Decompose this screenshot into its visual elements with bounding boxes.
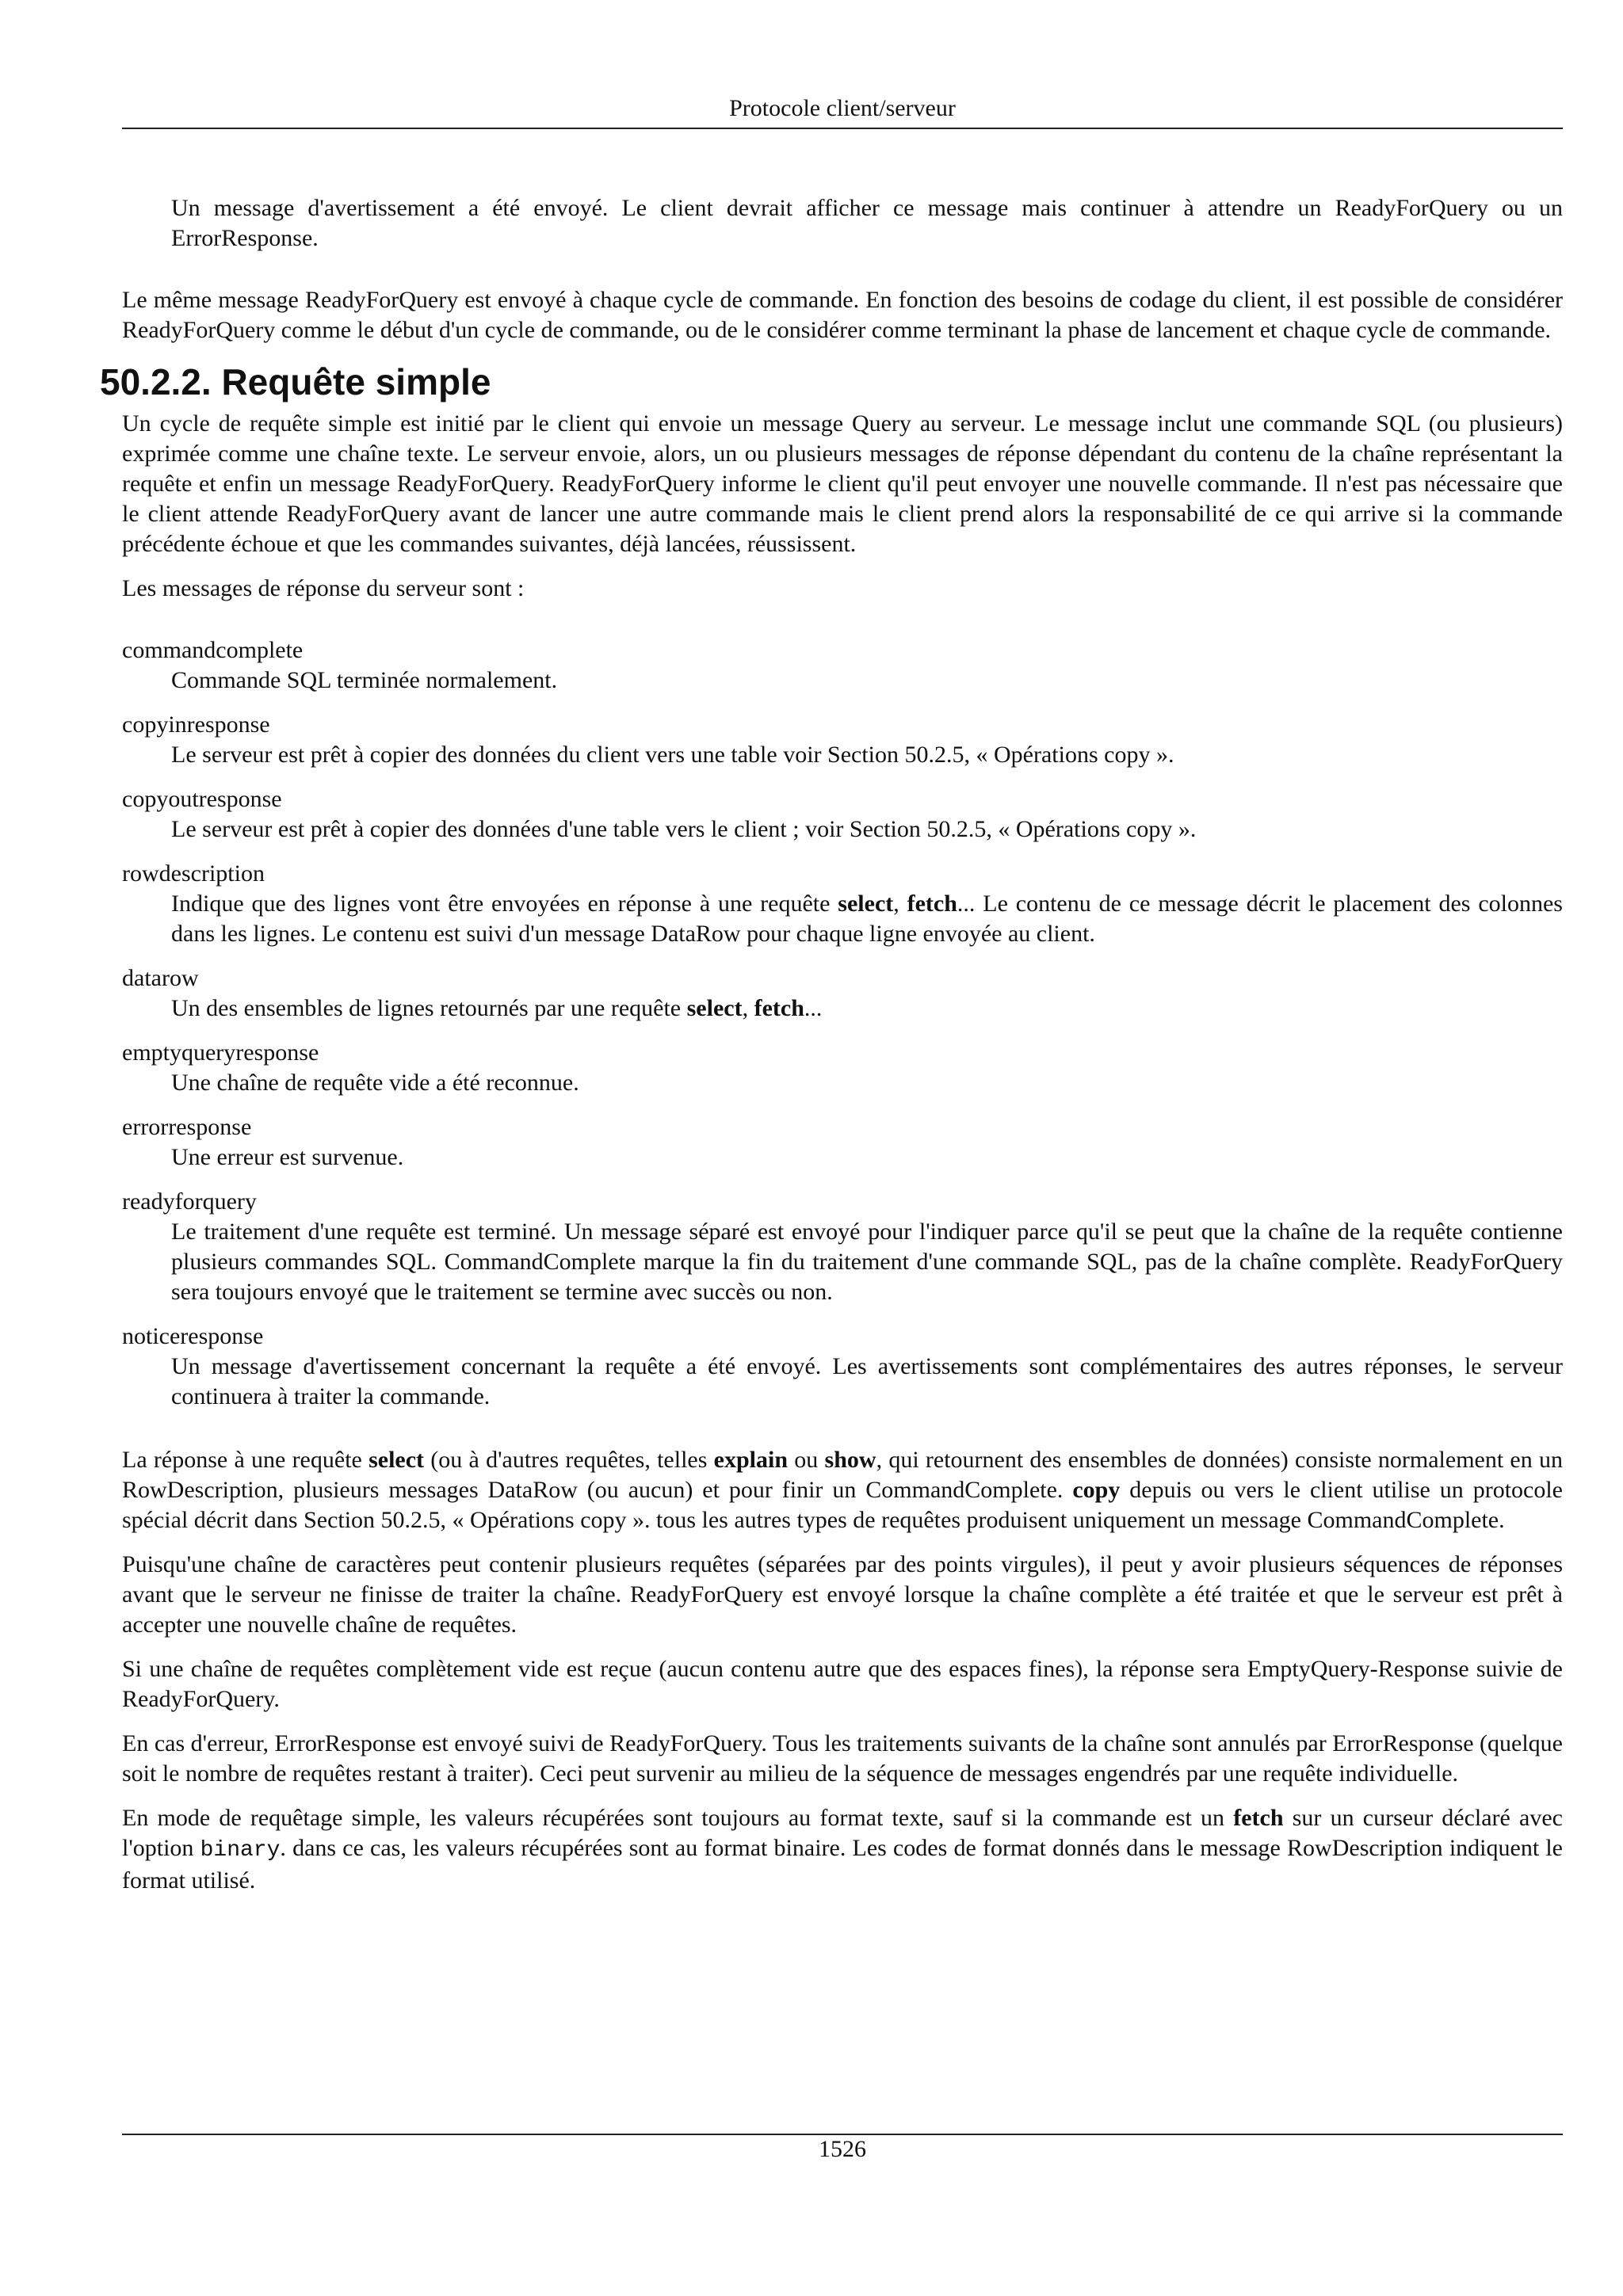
document-page: [100, 0, 1563, 2296]
error-paragraph: En cas d'erreur, ErrorResponse est envoyé suivi de ReadyForQuery. Tous les traitements suivants de la chaîne sont annulés par ErrorResponse (quelque soit le nombre de requêtes restant à traiter). Ceci peut survenir au milieu de la séquence de messages engendrés par une requête individuelle.: [122, 1730, 1563, 1787]
message-description: Une erreur est survenue.: [171, 1144, 404, 1170]
message-term: emptyqueryresponse: [122, 1039, 319, 1066]
multiple-queries-paragraph: Puisqu'une chaîne de caractères peut contenir plusieurs requêtes (séparées par des points virgules), il peut y avoir plusieurs séquences de réponses avant que le serveur ne finisse de traiter la chaîne. ReadyForQuery est envoyé lorsque la chaîne complète a été traitée et que le serveur est prêt à accepter une nouvelle chaîne de requêtes.: [122, 1551, 1563, 1638]
page-content: [100, 193, 1563, 1896]
message-description: Le traitement d'une requête est terminé. Un message séparé est envoyé pour l'indiquer parce qu'il se peut que la chaîne de la requête contienne plusieurs commandes SQL. CommandComplete marque la fin du traitement d'une commande SQL, pas de la chaîne complète. ReadyForQuery sera toujours envoyé que le traitement se termine avec succès ou non.: [171, 1219, 1563, 1305]
page-number: 1526: [819, 2136, 866, 2162]
list-item: [122, 963, 1563, 1024]
message-term: rowdescription: [122, 860, 265, 887]
message-description: Indique que des lignes vont être envoyées en réponse à une requête select, fetch... Le contenu de ce message décrit le placement des colonnes dans les lignes. Le contenu est suivi d'un message DataRow pour chaque ligne envoyée au client.: [171, 891, 1563, 947]
notice-paragraph: Un message d'avertissement a été envoyé. Le client devrait afficher ce message mais continuer à attendre un ReadyForQuery ou un ErrorResponse.: [171, 195, 1563, 251]
section-title: 50.2.2. Requête simple: [100, 361, 491, 402]
empty-query-paragraph: Si une chaîne de requêtes complètement vide est reçue (aucun contenu autre que des espaces fines), la réponse sera EmptyQuery-Response suivie de ReadyForQuery.: [122, 1656, 1563, 1712]
message-description: Un message d'avertissement concernant la requête a été envoyé. Les avertissements sont complémentaires des autres réponses, le serveur continuera à traiter la commande.: [171, 1353, 1563, 1409]
list-item: [122, 1112, 1563, 1173]
list-item: [122, 635, 1563, 696]
message-description: Le serveur est prêt à copier des données d'une table vers le client ; voir Section 50.2.5, « Opérations copy ».: [171, 816, 1197, 842]
message-term: copyoutresponse: [122, 786, 282, 812]
message-description: Le serveur est prêt à copier des données du client vers une table voir Section 50.2.5, « Opérations copy ».: [171, 742, 1174, 768]
message-term: datarow: [122, 965, 199, 991]
section-paragraph: Un cycle de requête simple est initié par le client qui envoie un message Query au serveur. Le message inclut une commande SQL (ou plusieurs) exprimée comme une chaîne texte. Le serveur envoie, alors, un ou plusieurs messages de réponse dépendant du contenu de la chaîne représentant la requête et enfin un message ReadyForQuery. ReadyForQuery informe le client qu'il peut envoyer une nouvelle commande. Il n'est pas nécessaire que le client attende ReadyForQuery avant de lancer une autre commande mais le client prend alors la responsabilité de ce qui arrive si la commande précédente échoue et que les commandes suivantes, déjà lancées, réussissent.: [122, 410, 1563, 557]
message-term: commandcomplete: [122, 637, 304, 663]
message-term: noticeresponse: [122, 1323, 264, 1349]
format-paragraph: En mode de requêtage simple, les valeurs récupérées sont toujours au format texte, sauf si la commande est un fetch sur un curseur déclaré avec l'option binary. dans ce cas, les valeurs récupérées sont au format binaire. Les codes de format donnés dans le message RowDescription indiquent le format utilisé.: [122, 1805, 1563, 1894]
message-description: Un des ensembles de lignes retournés par une requête select, fetch...: [171, 995, 823, 1021]
message-term: readyforquery: [122, 1188, 257, 1215]
list-item: [122, 1187, 1563, 1307]
list-item: [122, 1322, 1563, 1412]
message-list: [122, 635, 1563, 1412]
list-item: [122, 859, 1563, 949]
list-item: [122, 784, 1563, 845]
intro-paragraph: Le même message ReadyForQuery est envoyé à chaque cycle de commande. En fonction des besoins de codage du client, il est possible de considérer ReadyForQuery comme le début d'un cycle de commande, ou de le considérer comme terminant la phase de lancement et chaque cycle de commande.: [122, 287, 1563, 343]
message-description: Une chaîne de requête vide a été reconnue.: [171, 1070, 579, 1096]
list-item: [122, 1038, 1563, 1098]
list-item: [122, 710, 1563, 770]
response-list-intro: Les messages de réponse du serveur sont :: [122, 575, 525, 601]
message-term: errorresponse: [122, 1114, 252, 1140]
message-term: copyinresponse: [122, 711, 270, 738]
message-description: Commande SQL terminée normalement.: [171, 667, 558, 693]
header-rule: [122, 128, 1563, 129]
running-header: Protocole client/serveur: [729, 95, 956, 121]
select-response-paragraph: La réponse à une requête select (ou à d'autres requêtes, telles explain ou show, qui retournent des ensembles de données) consiste normalement en un RowDescription, plusieurs messages DataRow (ou aucun) et pour finir un CommandComplete. copy depuis ou vers le client utilise un protocole spécial décrit dans Section 50.2.5, « Opérations copy ». tous les autres types de requêtes produisent uniquement un message CommandComplete.: [122, 1447, 1563, 1533]
